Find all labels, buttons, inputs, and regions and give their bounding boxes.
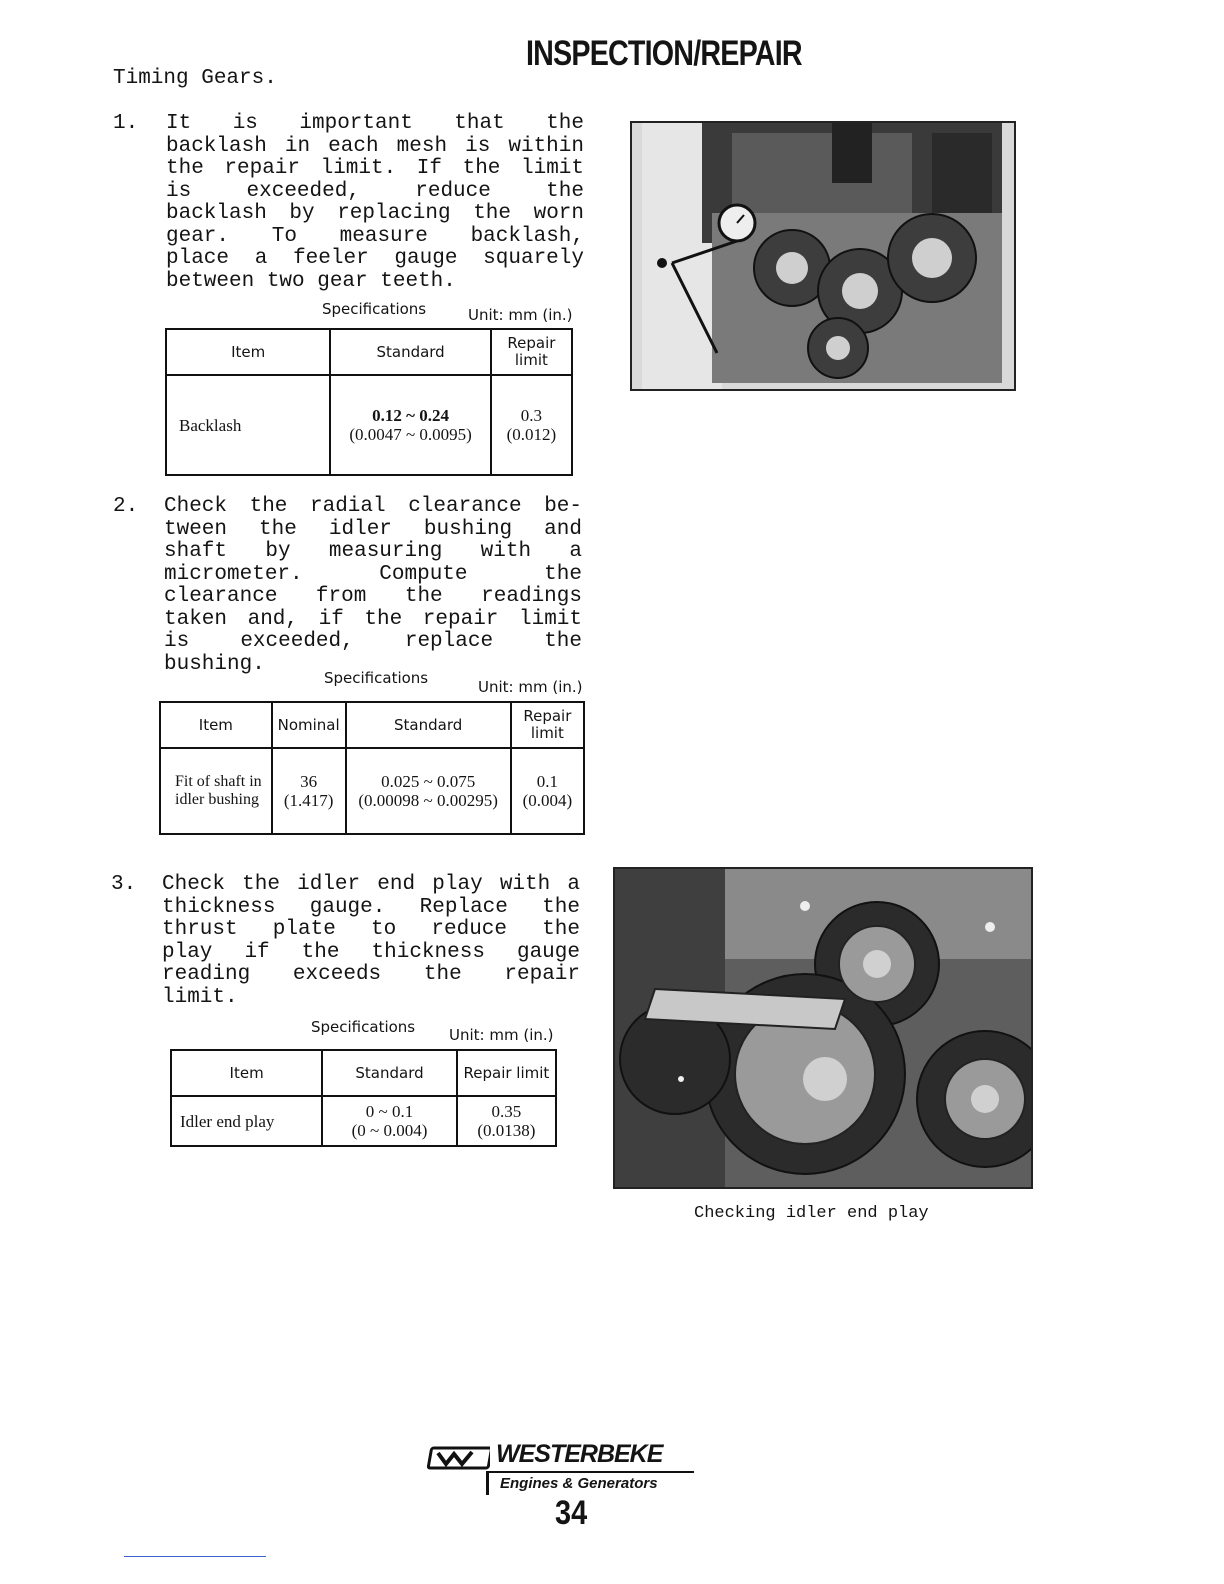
value-mm: 0.025 ~ 0.075 xyxy=(381,772,476,791)
table-cell-standard xyxy=(322,1096,457,1146)
value-in: (0.012) xyxy=(506,425,557,444)
timing-gears-photo xyxy=(630,121,1016,391)
item-3-paragraph xyxy=(162,874,580,1009)
item-number-1: 1. xyxy=(113,112,139,135)
item-2-paragraph xyxy=(164,496,582,676)
value-in: (0 ~ 0.004) xyxy=(351,1121,428,1140)
westerbeke-w-icon xyxy=(426,1446,490,1470)
page-number: 34 xyxy=(555,1494,588,1532)
value-mm: 0.12 ~ 0.24 xyxy=(372,406,450,425)
item-2-line: tween the idler bushing and xyxy=(164,517,582,541)
value-mm: 0.3 xyxy=(520,406,543,425)
westerbeke-logo xyxy=(426,1440,698,1500)
value-mm: 0 ~ 0.1 xyxy=(365,1102,414,1121)
unit-label-1: Unit: mm (in.) xyxy=(468,306,573,324)
item-2-line: shaft by measuring with a xyxy=(164,540,582,563)
value-mm: 0.1 xyxy=(536,772,558,791)
table-row xyxy=(166,375,572,475)
table-header: Standard xyxy=(330,329,490,375)
photo-caption: Checking idler end play xyxy=(694,1204,929,1223)
table-cell-item: Fit of shaft in idler bushing xyxy=(160,748,272,834)
table-header: Repair limit xyxy=(511,702,584,748)
table-row xyxy=(171,1096,556,1146)
table-cell-limit xyxy=(491,375,572,475)
unit-label-2: Unit: mm (in.) xyxy=(478,678,583,696)
item-3-line: reading exceeds the repair xyxy=(162,963,580,986)
value-in: (0.004) xyxy=(522,791,573,810)
item-2-line: micrometer. Compute the xyxy=(164,562,582,586)
spec-label-3: Specifications xyxy=(311,1018,416,1036)
item-3-line: Check the idler end play with a xyxy=(162,873,580,896)
item-1-line: is exceeded, reduce the xyxy=(166,179,584,203)
item-number-3: 3. xyxy=(111,873,137,896)
footer-link-line xyxy=(124,1556,266,1557)
item-1-line: backlash in each mesh is within xyxy=(166,134,584,158)
timing-gears-photo-illustration xyxy=(632,123,1014,389)
logo-stem xyxy=(486,1471,489,1495)
item-2-line: clearance from the readings xyxy=(164,585,582,608)
table-header: Repair limit xyxy=(491,329,572,375)
table-header: Nominal xyxy=(272,702,346,748)
value-in: (0.00098 ~ 0.00295) xyxy=(358,791,498,810)
item-2-line: taken and, if the repair limit xyxy=(164,607,582,631)
table-cell-item: Backlash xyxy=(166,375,330,475)
item-1-line: between two gear teeth. xyxy=(166,269,456,293)
backlash-spec-table xyxy=(165,328,573,476)
spec-label-2: Specifications xyxy=(324,669,429,687)
idler-end-play-spec-table xyxy=(170,1049,557,1147)
table-header: Repair limit xyxy=(457,1050,556,1096)
table-row xyxy=(160,748,584,834)
page-title: INSPECTION/REPAIR xyxy=(526,34,802,73)
brand-name: WESTERBEKE xyxy=(496,1440,663,1468)
idler-end-play-photo-illustration xyxy=(615,869,1031,1187)
item-1-paragraph xyxy=(166,113,584,293)
item-2-line: bushing. xyxy=(164,652,265,676)
brand-tagline: Engines & Generators xyxy=(500,1475,658,1492)
unit-label-3: Unit: mm (in.) xyxy=(449,1026,554,1044)
idler-bushing-spec-table xyxy=(159,701,585,835)
item-1-line: gear. To measure backlash, xyxy=(166,224,584,248)
item-3-line: limit. xyxy=(162,985,238,1009)
item-3-line: thrust plate to reduce the xyxy=(162,918,580,941)
value-in: (0.0138) xyxy=(477,1121,536,1140)
value-in: (0.0047 ~ 0.0095) xyxy=(349,425,472,444)
value-mm: 0.35 xyxy=(491,1102,522,1121)
idler-end-play-photo xyxy=(613,867,1033,1189)
value-in: (1.417) xyxy=(283,791,334,810)
item-1-line: backlash by replacing the worn xyxy=(166,202,584,225)
table-cell-standard xyxy=(346,748,511,834)
item-1-line: It is important that the xyxy=(166,112,584,135)
table-header: Item xyxy=(171,1050,322,1096)
table-header: Item xyxy=(166,329,330,375)
item-3-line: play if the thickness gauge xyxy=(162,940,580,964)
table-cell-standard xyxy=(330,375,490,475)
logo-rule xyxy=(488,1471,694,1473)
table-header: Standard xyxy=(346,702,511,748)
table-cell-limit xyxy=(511,748,584,834)
item-2-line: Check the radial clearance be- xyxy=(164,495,582,518)
item-number-2: 2. xyxy=(113,495,139,518)
item-1-line: the repair limit. If the limit xyxy=(166,157,584,180)
item-3-line: thickness gauge. Replace the xyxy=(162,895,580,919)
table-cell-limit xyxy=(457,1096,556,1146)
table-cell-nominal xyxy=(272,748,346,834)
spec-label-1: Specifications xyxy=(322,300,427,318)
item-1-line: place a feeler gauge squarely xyxy=(166,247,584,270)
item-2-line: is exceeded, replace the xyxy=(164,630,582,653)
table-header: Standard xyxy=(322,1050,457,1096)
table-cell-item: Idler end play xyxy=(171,1096,322,1146)
section-heading: Timing Gears. xyxy=(113,67,277,90)
table-header: Item xyxy=(160,702,272,748)
value-mm: 36 xyxy=(300,772,318,791)
